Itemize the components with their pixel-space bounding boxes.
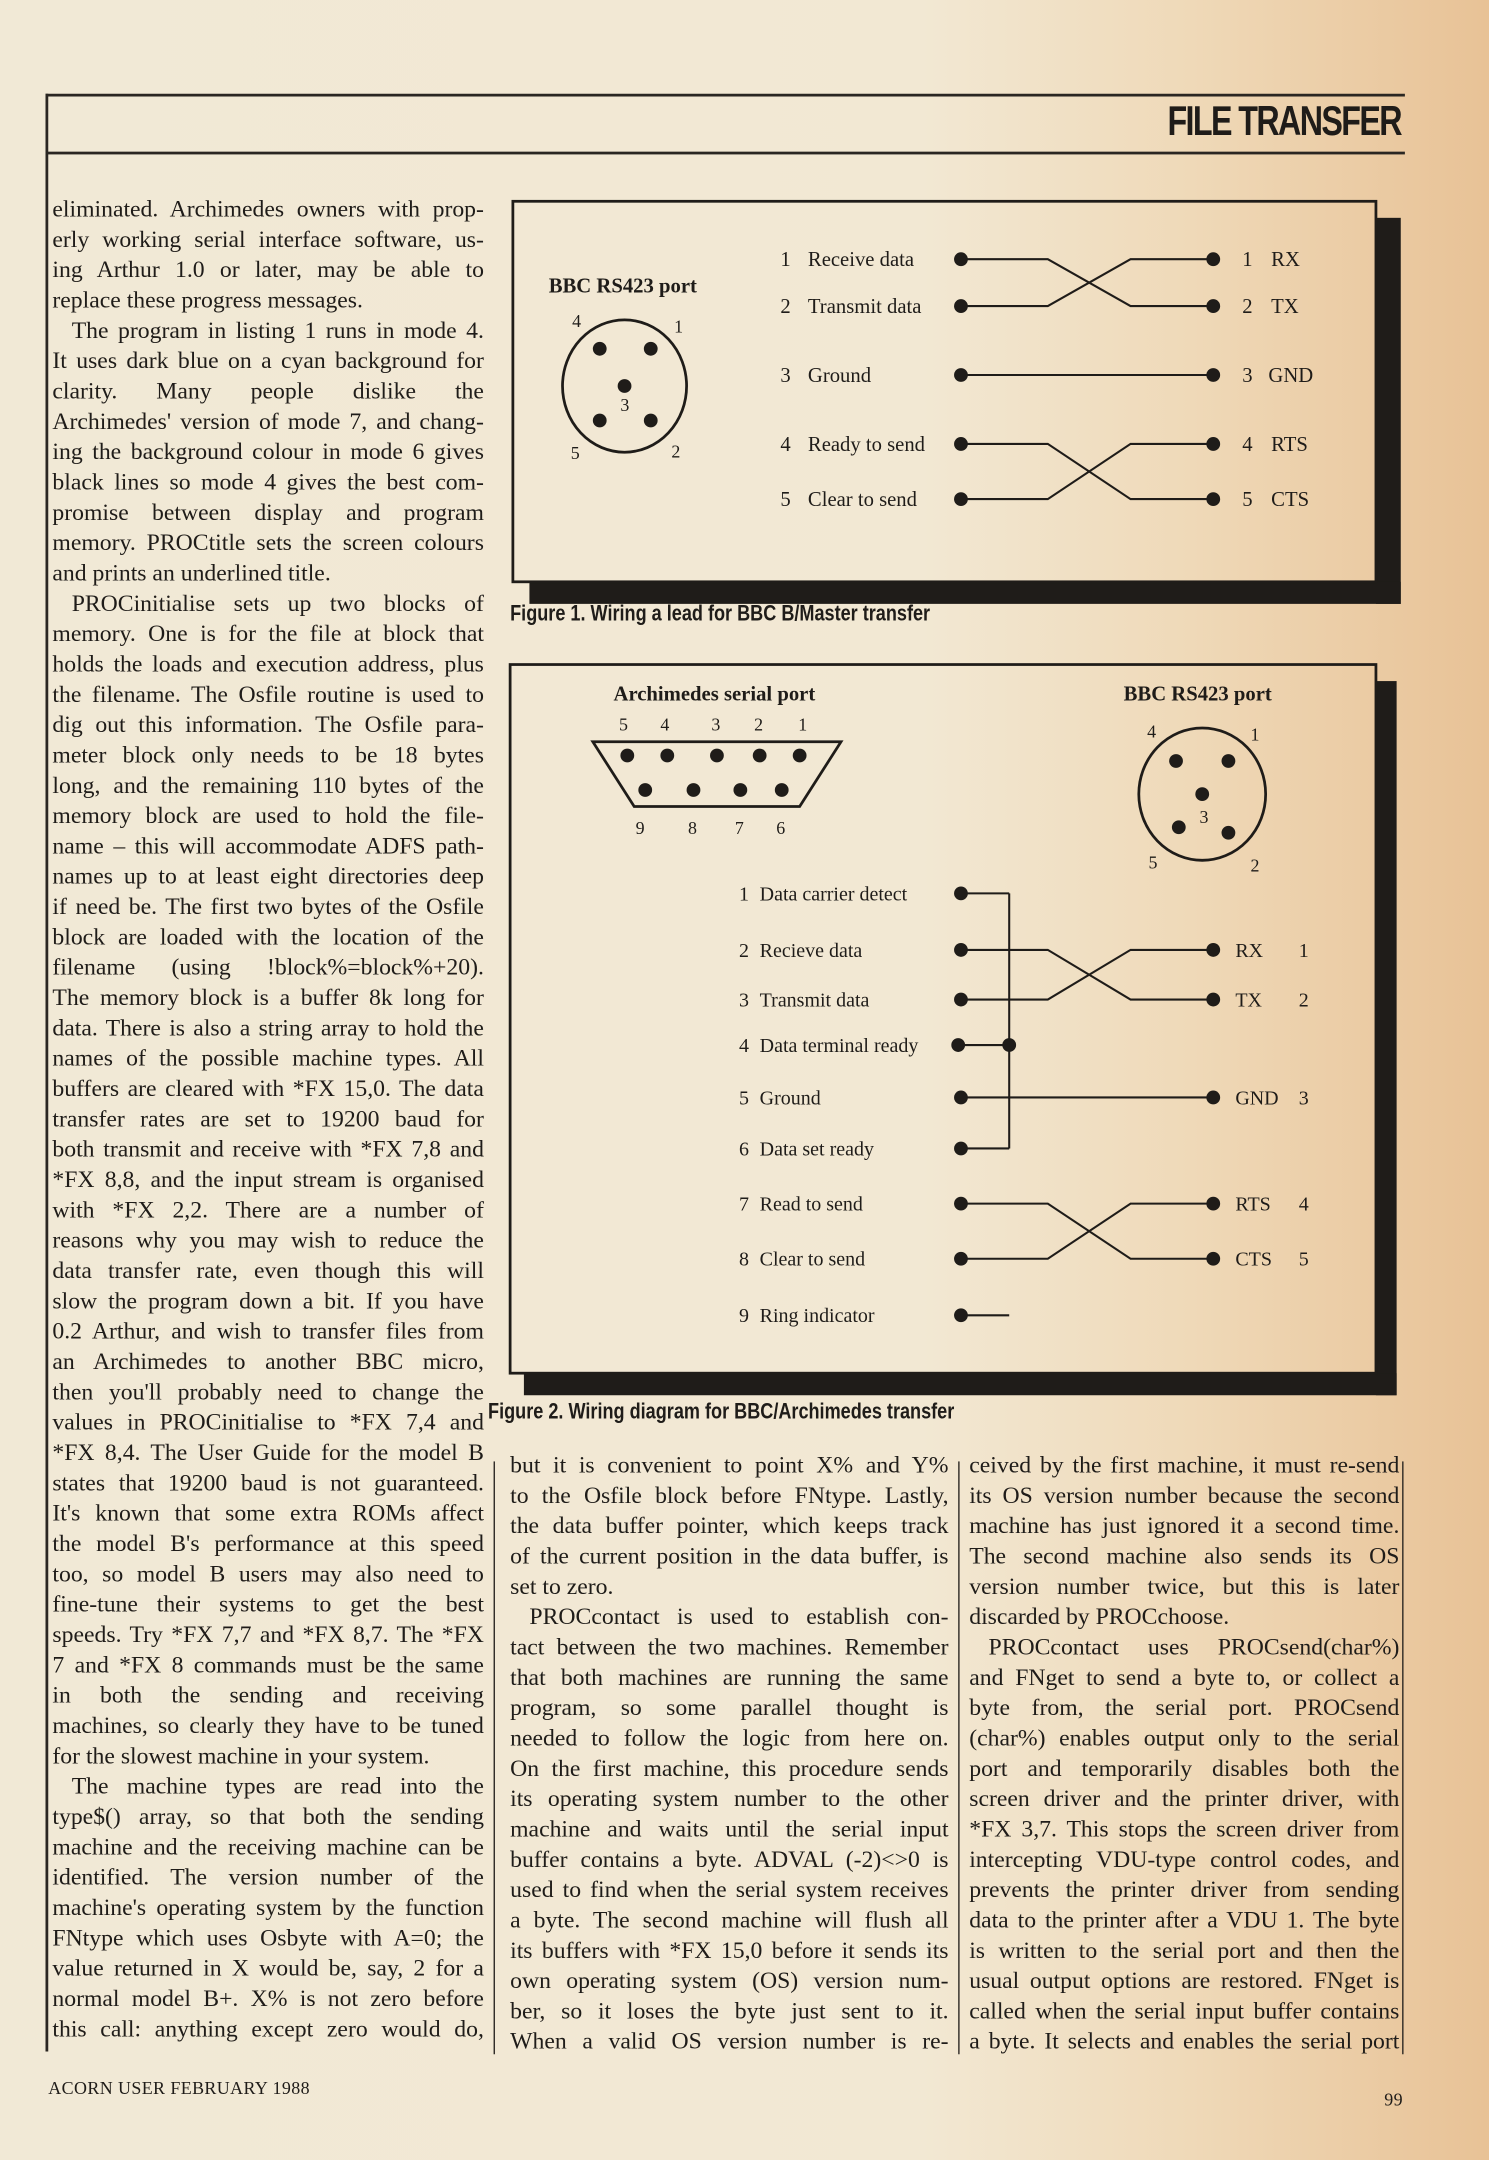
text-line: version number twice, but this is later <box>969 1573 1400 1600</box>
pin-label: Read to send <box>759 1193 863 1216</box>
text-line: names up to at least eight directories deep <box>52 863 484 890</box>
text-line: data transfer rate, even though this will <box>52 1257 484 1284</box>
text-line: block are loaded with the location of the <box>52 923 484 950</box>
d-connector <box>593 715 841 838</box>
text-line: When a valid OS version number is re- <box>510 2028 949 2055</box>
text-line: 0.2 Arthur, and wish to transfer files from <box>52 1318 484 1345</box>
svg-text:1: 1 <box>674 316 684 337</box>
pin-label: GND <box>1235 1087 1279 1110</box>
text-line: states that 19200 baud is not guaranteed. <box>52 1469 484 1496</box>
svg-text:7: 7 <box>734 818 744 839</box>
text-line: holds the loads and execution address, plus <box>52 650 484 677</box>
figure-2-terminals <box>951 887 1220 1323</box>
text-line: memory block are used to hold the file- <box>52 802 484 829</box>
text-line: clarity. Many people dislike the <box>52 377 484 404</box>
svg-text:3: 3 <box>1242 364 1253 387</box>
text-line: prevents the printer driver from sending <box>969 1876 1400 1903</box>
text-line: speeds. Try *FX 7,7 and *FX 8,7. The *FX <box>52 1621 484 1648</box>
pin-label: Data carrier detect <box>759 883 908 906</box>
text-line: eliminated. Archimedes owners with prop- <box>52 195 484 222</box>
footer-publication: ACORN USER FEBRUARY 1988 <box>48 2077 310 2099</box>
text-line: reasons why you may wish to reduce the <box>52 1227 484 1254</box>
text-line: the model B's performance at this speed <box>52 1530 484 1557</box>
svg-text:5: 5 <box>1242 488 1253 511</box>
svg-text:RX: RX <box>1271 249 1300 272</box>
text-line: in both the sending and receiving <box>52 1682 484 1709</box>
figure-1-wires <box>961 259 1213 499</box>
pin-number: 9 <box>738 1305 749 1328</box>
pin-label: Transmit data <box>759 989 870 1012</box>
text-line: promise between display and program <box>52 499 484 526</box>
svg-text:5: 5 <box>1148 852 1158 873</box>
svg-text:4: 4 <box>780 433 791 456</box>
figure-1-pin-labels <box>780 249 1313 511</box>
text-line: transfer rates are set to 19200 baud for <box>52 1105 484 1132</box>
bbc-port-label: BBC RS423 port <box>1123 683 1272 706</box>
figure-1-terminals <box>954 252 1220 506</box>
svg-text:3: 3 <box>711 714 721 735</box>
svg-text:9: 9 <box>635 818 645 839</box>
svg-text:4: 4 <box>1242 433 1253 456</box>
text-line: buffer contains a byte. ADVAL (-2)<>0 is <box>510 1846 949 1873</box>
text-line: *FX 8,8, and the input stream is organised <box>52 1166 484 1193</box>
text-line: Archimedes' version of mode 7, and chang- <box>52 408 484 435</box>
svg-text:5: 5 <box>619 714 628 735</box>
text-line: type$() array, so that both the sending <box>52 1803 484 1830</box>
text-line: On the first machine, this procedure sends <box>510 1755 949 1782</box>
text-line: The program in listing 1 runs in mode 4. <box>71 317 484 344</box>
archimedes-port-label: Archimedes serial port <box>613 683 816 706</box>
text-line: slow the program down a bit. If you have <box>52 1287 484 1314</box>
text-line: a byte. The second machine will flush all <box>510 1906 949 1933</box>
text-line: screen driver and the printer driver, with <box>969 1785 1400 1812</box>
text-line: meter block only needs to be 18 bytes <box>52 741 484 768</box>
svg-text:Receive data: Receive data <box>807 249 915 272</box>
text-line: values in PROCinitialise to *FX 7,4 and <box>52 1409 484 1436</box>
text-line: both transmit and receive with *FX 7,8 and <box>52 1136 484 1163</box>
pin-number: 5 <box>1298 1248 1309 1271</box>
figure-2-shadow <box>524 1373 1397 1395</box>
text-line: called when the serial input buffer contains <box>969 1997 1400 2024</box>
text-line: *FX 3,7. This stops the screen driver from <box>969 1815 1400 1842</box>
text-line: but it is convenient to point X% and Y% <box>510 1451 949 1478</box>
figure-2-shadow <box>1376 681 1397 1395</box>
text-line: discarded by PROCchoose. <box>969 1603 1230 1630</box>
text-line: port and temporarily disables both the <box>969 1755 1400 1782</box>
pin-label: Ring indicator <box>759 1305 875 1328</box>
svg-text:6: 6 <box>776 818 786 839</box>
text-line: its OS version number because the second <box>969 1482 1400 1509</box>
text-line: name – this will accommodate ADFS path- <box>52 832 484 859</box>
pin-number: 4 <box>1298 1193 1309 1216</box>
pin-label: CTS <box>1235 1248 1272 1271</box>
pin-label: TX <box>1235 989 1262 1012</box>
text-line: PROCcontact uses PROCsend(char%) <box>988 1633 1400 1660</box>
pin-label: Data set ready <box>759 1138 874 1161</box>
svg-text:3: 3 <box>620 394 630 415</box>
text-line: an Archimedes to another BBC micro, <box>52 1348 484 1375</box>
text-line: black lines so mode 4 gives the best com- <box>52 468 484 495</box>
text-line: this call: anything except zero would do, <box>52 2015 484 2042</box>
text-line: for the slowest machine in your system. <box>52 1742 430 1769</box>
text-line: The machine types are read into the <box>71 1773 484 1800</box>
text-line: if need be. The first two bytes of the Osfile <box>52 893 484 920</box>
text-line: normal model B+. X% is not zero before <box>52 1985 484 2012</box>
svg-text:Ready to send: Ready to send <box>807 433 926 456</box>
text-line: fine-tune their systems to get the best <box>52 1591 484 1618</box>
text-line: It's known that some extra ROMs affect <box>52 1500 484 1527</box>
text-line: *FX 8,4. The User Guide for the model B <box>52 1439 484 1466</box>
text-line: own operating system (OS) version num- <box>510 1967 949 1994</box>
figure-1-caption: Figure 1. Wiring a lead for BBC B/Master transfer <box>510 602 931 626</box>
figure-1-shadow <box>1376 218 1401 604</box>
text-line: set to zero. <box>510 1573 614 1600</box>
svg-text:1: 1 <box>1250 724 1260 745</box>
text-line: (char%) enables output only to the serial <box>969 1724 1400 1751</box>
figure-2-wires <box>961 893 1213 1315</box>
text-line: PROCinitialise sets up two blocks of <box>71 590 484 617</box>
text-line: a byte. It selects and enables the serial port <box>969 2028 1400 2055</box>
text-line: then you'll probably need to change the <box>52 1378 484 1405</box>
pin-number: 7 <box>738 1193 749 1216</box>
text-line: 7 and *FX 8 commands must be the same <box>52 1651 484 1678</box>
text-line: buffers are cleared with *FX 15,0. The data <box>52 1075 484 1102</box>
right-border <box>1402 1461 1403 2054</box>
text-line: ing the background colour in mode 6 gives <box>52 438 484 465</box>
svg-text:3: 3 <box>780 364 791 387</box>
svg-text:TX: TX <box>1271 295 1299 318</box>
svg-text:5: 5 <box>570 443 580 464</box>
text-line: byte from, the serial port. PROCsend <box>969 1694 1400 1721</box>
figure-1-shadow <box>529 582 1400 604</box>
text-line: data. There is also a string array to hold the <box>52 1014 484 1041</box>
text-line: data to the printer after a VDU 1. The byte <box>969 1906 1400 1933</box>
text-line: erly working serial interface software, us- <box>52 226 484 253</box>
text-line: its operating system number to the other <box>510 1785 949 1812</box>
pin-number: 3 <box>1298 1087 1309 1110</box>
svg-text:Transmit data: Transmit data <box>807 295 922 318</box>
svg-text:2: 2 <box>1242 295 1253 318</box>
svg-text:5: 5 <box>780 488 791 511</box>
text-line: of the current position in the data buffer, is <box>510 1542 949 1569</box>
svg-text:2: 2 <box>754 714 764 735</box>
pin-number: 6 <box>738 1138 749 1161</box>
svg-text:4: 4 <box>1147 721 1157 742</box>
text-line: The second machine also sends its OS <box>969 1542 1400 1569</box>
text-line: and FNget to send a byte to, or collect a <box>969 1664 1400 1691</box>
text-line: memory. One is for the file at block that <box>52 620 484 647</box>
svg-text:2: 2 <box>671 441 681 462</box>
text-line: value returned in X would be, say, 2 for a <box>52 1954 484 1982</box>
text-line: names of the possible machine types. All <box>52 1045 484 1072</box>
column-rule-1 <box>494 1461 495 2054</box>
pin-label: Data terminal ready <box>759 1034 919 1057</box>
text-line: program, so some parallel thought is <box>510 1694 949 1721</box>
text-line: filename (using !block%=block%+20). <box>52 954 484 981</box>
text-line: its buffers with *FX 15,0 before it sends its <box>510 1937 949 1964</box>
pin-label: Clear to send <box>759 1248 866 1271</box>
text-line: usual output options are restored. FNget is <box>969 1967 1400 1994</box>
svg-text:4: 4 <box>660 714 670 735</box>
pin-number: 2 <box>1298 989 1309 1012</box>
text-line: machine's operating system by the function <box>52 1894 484 1921</box>
svg-text:CTS: CTS <box>1271 488 1310 511</box>
text-line: long, and the remaining 110 bytes of the <box>52 772 484 799</box>
text-line: memory. PROCtitle sets the screen colours <box>52 529 484 556</box>
svg-text:Clear to send: Clear to send <box>807 488 917 511</box>
svg-text:2: 2 <box>1250 855 1260 876</box>
section-title: FILE TRANSFER <box>1167 99 1401 145</box>
pin-label: RX <box>1235 939 1264 962</box>
text-line: tact between the two machines. Remember <box>510 1633 949 1660</box>
text-line: replace these progress messages. <box>52 286 363 313</box>
text-line: machines, so clearly they have to be tuned <box>52 1712 484 1739</box>
svg-text:3: 3 <box>1199 807 1209 828</box>
text-line: ber, so it loses the byte just sent to it. <box>510 1997 949 2024</box>
din-connector <box>563 311 687 463</box>
text-line: ceived by the first machine, it must re-send <box>969 1451 1400 1478</box>
column-right <box>969 1450 1399 2057</box>
text-line: machine and the receiving machine can be <box>52 1833 484 1860</box>
text-line: ing Arthur 1.0 or later, may be able to <box>52 256 484 283</box>
text-line: It uses dark blue on a cyan background for <box>52 347 484 374</box>
text-line: is written to the serial port and then the <box>969 1937 1400 1964</box>
text-line: machine and waits until the serial input <box>510 1815 949 1842</box>
pin-number: 4 <box>738 1034 749 1057</box>
column-rule-2 <box>958 1461 959 2054</box>
svg-text:1: 1 <box>780 249 791 272</box>
text-line: intercepting VDU-type control codes, and <box>969 1846 1400 1873</box>
text-line: used to find when the serial system receives <box>510 1876 949 1903</box>
pin-number: 5 <box>738 1087 749 1110</box>
svg-text:Ground: Ground <box>807 364 872 387</box>
svg-text:4: 4 <box>572 310 582 331</box>
pin-number: 1 <box>1298 939 1309 962</box>
text-line: identified. The version number of the <box>52 1864 484 1891</box>
text-line: to the Osfile block before FNtype. Lastly, <box>510 1482 949 1509</box>
page-number: 99 <box>1384 2088 1403 2110</box>
text-line: PROCcontact is used to establish con- <box>529 1603 949 1630</box>
pin-label: RTS <box>1235 1193 1271 1216</box>
pin-label: Ground <box>759 1087 821 1110</box>
text-line: FNtype which uses Osbyte with A=0; the <box>52 1924 484 1951</box>
text-line: dig out this information. The Osfile para- <box>52 711 484 738</box>
din-connector <box>1139 722 1266 876</box>
text-line: needed to follow the logic from here on. <box>510 1724 949 1751</box>
pin-number: 3 <box>738 989 749 1012</box>
pin-label: Recieve data <box>759 939 863 962</box>
text-line: machine has just ignored it a second time. <box>969 1512 1400 1539</box>
text-line: with *FX 2,2. There are a number of <box>52 1196 484 1223</box>
pin-number: 2 <box>738 939 749 962</box>
text-line: too, so model B users may also need to <box>52 1560 484 1587</box>
pin-number: 1 <box>738 883 749 906</box>
svg-text:RTS: RTS <box>1271 433 1308 456</box>
port-label: BBC RS423 port <box>548 275 697 298</box>
text-line: and prints an underlined title. <box>52 559 331 586</box>
svg-text:1: 1 <box>1242 249 1253 272</box>
pin-number: 8 <box>738 1248 749 1271</box>
text-line: The memory block is a buffer 8k long for <box>52 984 484 1011</box>
text-line: that both machines are running the same <box>510 1664 949 1691</box>
figure-2-caption: Figure 2. Wiring diagram for BBC/Archimedes transfer <box>488 1400 955 1425</box>
text-line: the data buffer pointer, which keeps track <box>510 1512 949 1539</box>
svg-text:8: 8 <box>687 818 697 839</box>
text-line: the filename. The Osfile routine is used to <box>52 681 484 708</box>
column-middle <box>510 1450 948 2057</box>
svg-text:1: 1 <box>798 714 808 735</box>
svg-text:2: 2 <box>780 295 791 318</box>
svg-text:GND: GND <box>1268 364 1314 387</box>
